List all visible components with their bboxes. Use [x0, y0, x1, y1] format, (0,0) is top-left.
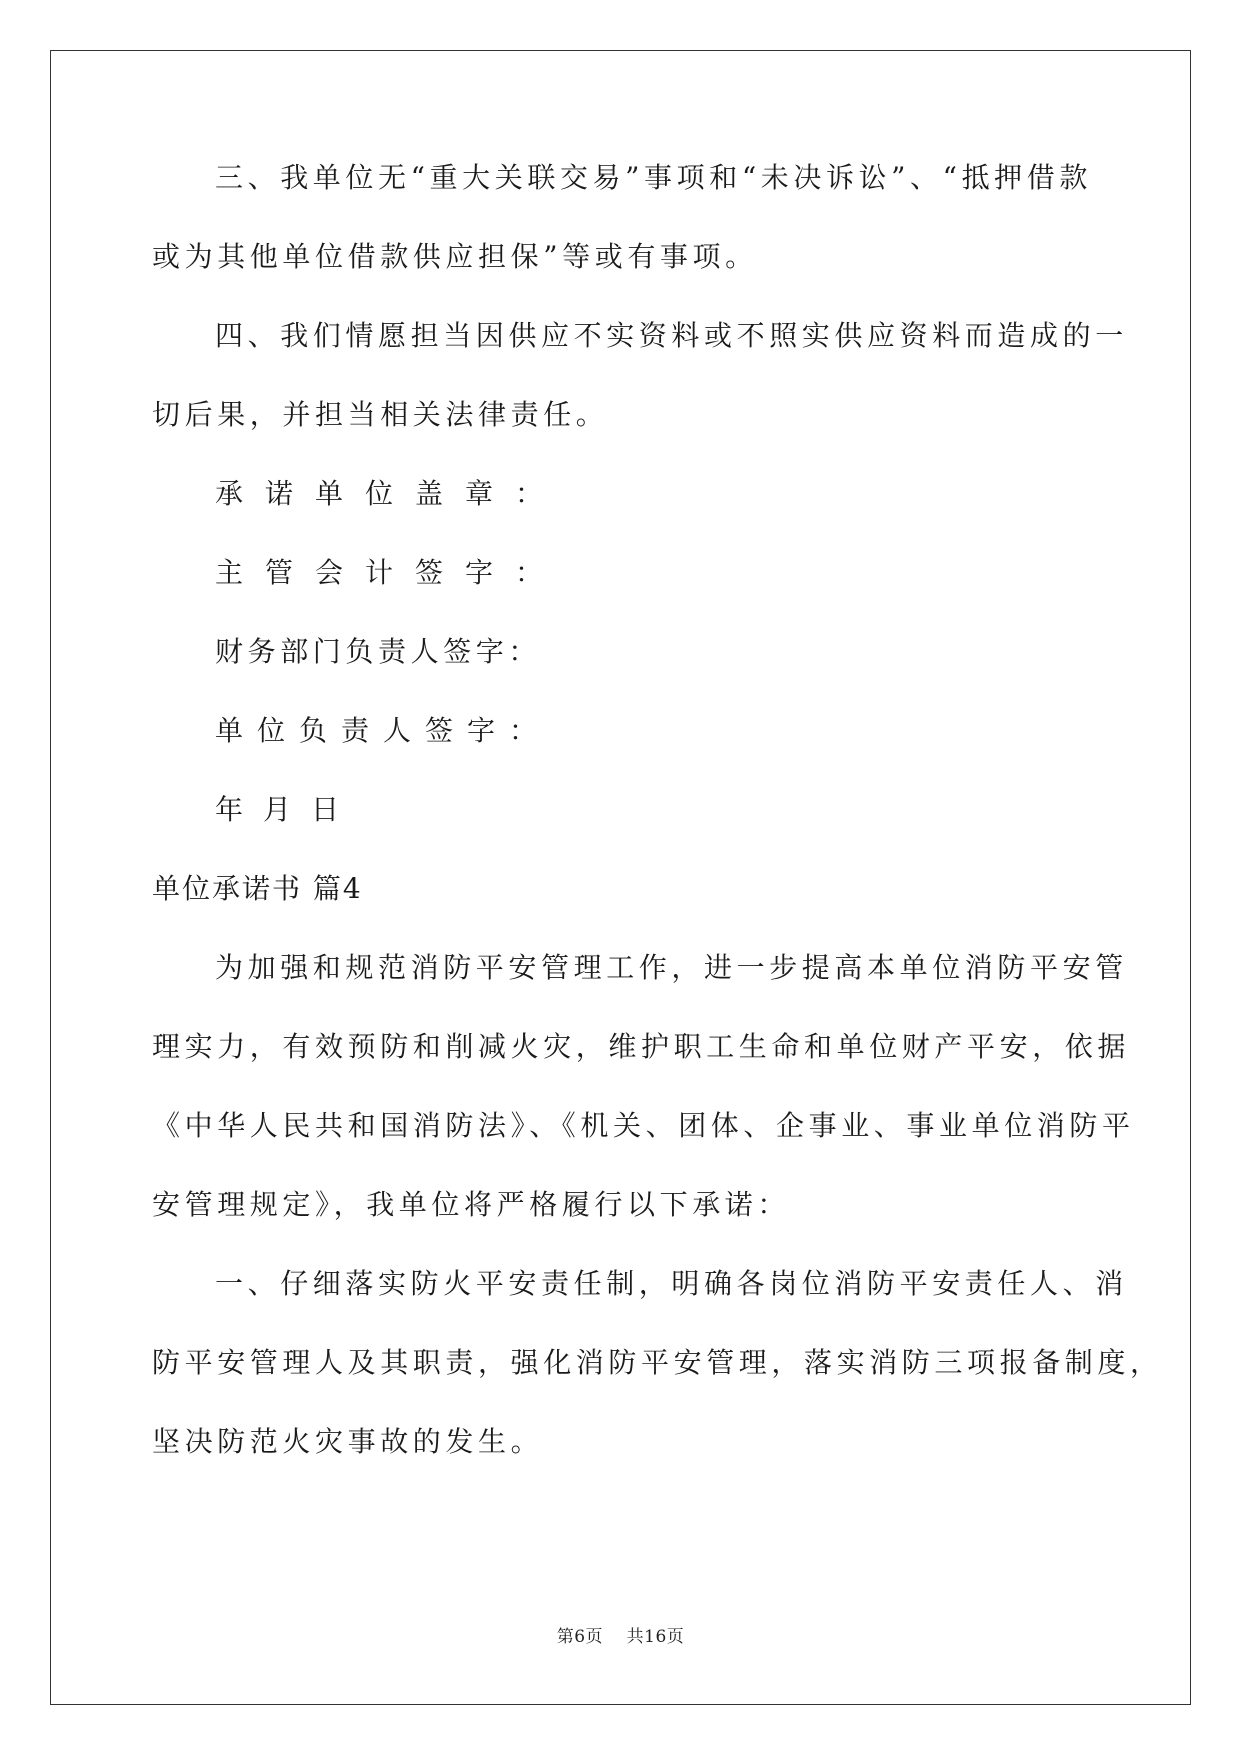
paragraph-three-line-1: 三、我单位无“重大关联交易”事项和“未决诉讼”、“抵押借款 [215, 161, 1092, 194]
paragraph-four-line-1: 四、我们情愿担当因供应不实资料或不照实供应资料而造成的一 [215, 319, 1128, 352]
page-footer [0, 1622, 1241, 1647]
intro-line-2: 理实力，有效预防和削减火灾，维护职工生命和单位财产平安，依据 [152, 1030, 1131, 1063]
item-one-line-2: 防平安管理人及其职责，强化消防平安管理，落实消防三项报备制度， [152, 1346, 1163, 1379]
item-one-line-1: 一、仔细落实防火平安责任制，明确各岗位消防平安责任人、消 [215, 1267, 1128, 1300]
page-number: 第6页 [556, 1627, 604, 1647]
page-total: 共16页 [626, 1627, 685, 1647]
intro-line-1: 为加强和规范消防平安管理工作，进一步提高本单位消防平安管 [215, 951, 1128, 984]
paragraph-four-line-2: 切后果，并担当相关法律责任。 [152, 398, 609, 431]
intro-line-3: 《中华人民共和国消防法》、《机关、团体、企事业、事业单位消防平 [152, 1109, 1135, 1142]
signature-finance-head: 财务部门负责人签字： [215, 635, 542, 668]
signature-accountant: 主管会计签字： [215, 556, 566, 589]
signature-date: 年月日 [215, 793, 360, 826]
document-body [152, 158, 1163, 1501]
signature-unit-head: 单位负责人签字： [215, 714, 552, 747]
section-heading: 单位承诺书 篇4 [152, 872, 363, 905]
signature-unit-seal: 承诺单位盖章： [215, 477, 566, 510]
intro-line-4: 安管理规定》，我单位将严格履行以下承诺： [152, 1188, 791, 1221]
paragraph-three-line-2: 或为其他单位借款供应担保”等或有事项。 [152, 240, 758, 273]
item-one-line-3: 坚决防范火灾事故的发生。 [152, 1425, 544, 1458]
